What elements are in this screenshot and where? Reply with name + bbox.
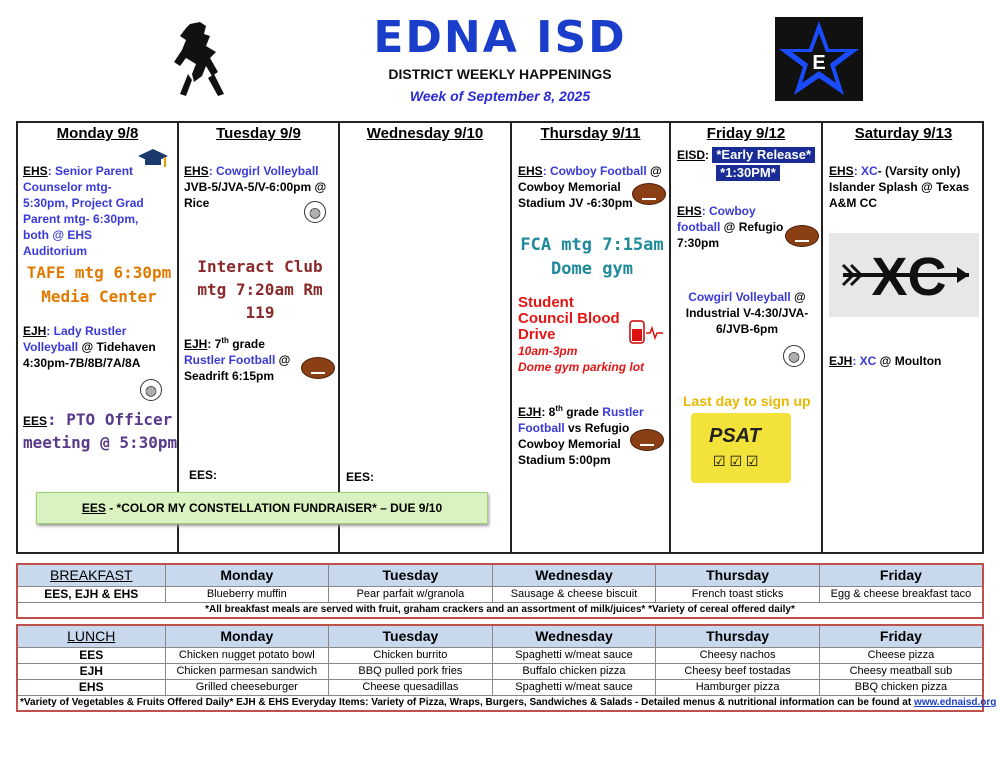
breakfast-col-friday: Friday [819, 564, 983, 586]
week-date: Week of September 8, 2025 [409, 88, 591, 104]
event-ees-label: EES: [346, 470, 375, 484]
xc-logo-text: XC [871, 247, 947, 307]
breakfast-row-label: EES, EJH & EHS [17, 586, 165, 602]
menu-cell: French toast sticks [656, 586, 820, 602]
menu-cell: Cheese pizza [819, 647, 983, 663]
logo-letter: E [812, 52, 826, 74]
menu-cell: Cheesy meatball sub [819, 663, 983, 679]
menu-cell: Spaghetti w/meat sauce [492, 647, 656, 663]
lunch-title: LUNCH [17, 625, 165, 647]
event-ehs-parent-meetings: EHS: Senior Parent Counselor mtg- 5:30pm, Project Grad Parent mtg- 6:30pm, both @ EHS Auditorium [23, 164, 144, 258]
menu-cell: Egg & cheese breakfast taco [819, 586, 983, 602]
event-ejh-football: EJH: 8th grade Rustler Football vs Refugio Cowboy Memorial Stadium 5:00pm [518, 404, 644, 467]
table-row [17, 663, 983, 679]
event-ehs-cross-country: EHS: XC- (Varsity only) Islander Splash @ Texas A&M CC [829, 164, 970, 210]
event-ees-pto-meeting: EES: PTO Officer meeting @ 5:30pm [23, 410, 178, 452]
day-column-saturday [823, 123, 984, 552]
lunch-col-tuesday: Tuesday [329, 625, 493, 647]
lunch-row-label: EES [17, 647, 165, 663]
page-title: EDNA ISD [373, 12, 627, 63]
breakfast-col-tuesday: Tuesday [329, 564, 493, 586]
event-ejh-cross-country: EJH: XC @ Moulton [829, 354, 942, 368]
lunch-note: *Variety of Vegetables & Fruits Offered Daily* EJH & EHS Everyday Items: Variety of Pizza, Wraps, Burgers, Sandwiches & Salads - Detailed menus & nutritional information can be found at www.ednaisd.org [17, 695, 983, 711]
lunch-menu-table [16, 624, 997, 712]
day-header-saturday: Saturday 9/13 [854, 125, 953, 142]
website-link[interactable]: www.ednaisd.org [913, 697, 997, 709]
menu-cell: Cheesy nachos [656, 647, 820, 663]
menu-cell: Cheese quesadillas [329, 679, 493, 695]
table-row [17, 695, 983, 711]
lunch-row-label: EJH [17, 663, 165, 679]
volleyball-icon: ◍ [304, 201, 326, 223]
event-cowgirl-volleyball: Cowgirl Volleyball @ Industrial V-4:30/JVA-6/JVB-6pm [685, 290, 809, 336]
fundraiser-banner: EES - *COLOR MY CONSTELLATION FUNDRAISER* – DUE 9/10 [36, 492, 488, 524]
checkbox-icons: ☑ ☑ ☑ [713, 453, 759, 469]
lunch-col-friday: Friday [819, 625, 983, 647]
event-ejh-football: EJH: 7th grade Rustler Football @ Seadrift 6:15pm [184, 336, 291, 383]
menu-cell: Grilled cheeseburger [165, 679, 329, 695]
breakfast-menu-table [16, 563, 984, 619]
football-icon [301, 357, 335, 379]
event-ees-label: EES: [189, 468, 218, 482]
event-tafe-meeting: TAFE mtg 6:30pm Media Center [26, 263, 172, 306]
breakfast-col-thursday: Thursday [656, 564, 820, 586]
lunch-row-label: EHS [17, 679, 165, 695]
menu-cell: Hamburger pizza [656, 679, 820, 695]
xc-logo [829, 233, 979, 317]
volleyball-icon: ◍ [783, 345, 805, 367]
menu-cell: BBQ chicken pizza [819, 679, 983, 695]
day-header-monday: Monday 9/8 [56, 125, 139, 142]
table-row [17, 602, 983, 618]
menu-cell: Blueberry muffin [165, 586, 329, 602]
menu-cell: Sausage & cheese biscuit [492, 586, 656, 602]
breakfast-header-row [17, 564, 983, 586]
day-column-monday [18, 123, 179, 552]
breakfast-note: *All breakfast meals are served with fruit, graham crackers and an assortment of milk/juices* *Variety of cereal offered daily* [17, 602, 983, 618]
page-subtitle: DISTRICT WEEKLY HAPPENINGS [388, 66, 612, 82]
volleyball-icon: ◍ [140, 379, 162, 401]
event-ehs-volleyball: EHS: Cowgirl Volleyball JVB-5/JVA-5/V-6:00pm @ Rice [184, 164, 327, 210]
lunch-header-row [17, 625, 983, 647]
breakfast-title: BREAKFAST [17, 564, 165, 586]
lunch-col-monday: Monday [165, 625, 329, 647]
table-row [17, 679, 983, 695]
psat-badge [691, 413, 791, 483]
weekly-calendar [16, 121, 984, 554]
psat-signup-note: Last day to sign up [683, 393, 811, 409]
event-fca-meeting: FCA mtg 7:15am Dome gym [520, 235, 664, 279]
football-icon [632, 183, 666, 205]
graduation-cap-icon [136, 147, 170, 171]
event-ejh-volleyball: EJH: Lady Rustler Volleyball @ Tidehaven 4:30pm-7B/8B/7A/8A [23, 324, 156, 370]
day-header-tuesday: Tuesday 9/9 [216, 125, 301, 142]
event-ehs-football: EHS: Cowboy football @ Refugio 7:30pm [677, 204, 784, 250]
day-column-tuesday [179, 123, 340, 552]
menu-cell: Chicken nugget potato bowl [165, 647, 329, 663]
table-row [17, 586, 983, 602]
blood-bag-icon [628, 319, 664, 347]
day-column-wednesday [340, 123, 512, 552]
star-logo [775, 17, 863, 101]
breakfast-col-wednesday: Wednesday [492, 564, 656, 586]
lunch-col-wednesday: Wednesday [492, 625, 656, 647]
event-blood-drive: Student Council Blood Drive 10am-3pm Dome gym parking lot [518, 294, 645, 374]
menu-cell: Chicken burrito [329, 647, 493, 663]
day-header-wednesday: Wednesday 9/10 [366, 125, 484, 142]
menu-cell: BBQ pulled pork fries [329, 663, 493, 679]
menu-cell: Spaghetti w/meat sauce [492, 679, 656, 695]
psat-label: PSAT [709, 425, 761, 447]
menu-cell: Pear parfait w/granola [329, 586, 493, 602]
breakfast-col-monday: Monday [165, 564, 329, 586]
lunch-col-thursday: Thursday [656, 625, 820, 647]
event-ehs-football: EHS: Cowboy Football @ Cowboy Memorial Stadium JV -6:30pm [518, 164, 662, 210]
day-column-thursday [512, 123, 671, 552]
football-icon [630, 429, 664, 451]
football-icon [785, 225, 819, 247]
day-header-friday: Friday 9/12 [706, 125, 786, 142]
menu-cell: Buffalo chicken pizza [492, 663, 656, 679]
table-row [17, 647, 983, 663]
day-header-thursday: Thursday 9/11 [540, 125, 641, 142]
event-interact-club: Interact Club mtg 7:20am Rm 119 [197, 257, 323, 322]
menu-cell: Cheesy beef tostadas [656, 663, 820, 679]
day-column-friday [671, 123, 823, 552]
menu-cell: Chicken parmesan sandwich [165, 663, 329, 679]
event-early-release: EISD: *Early Release* *1:30PM* [677, 147, 819, 181]
